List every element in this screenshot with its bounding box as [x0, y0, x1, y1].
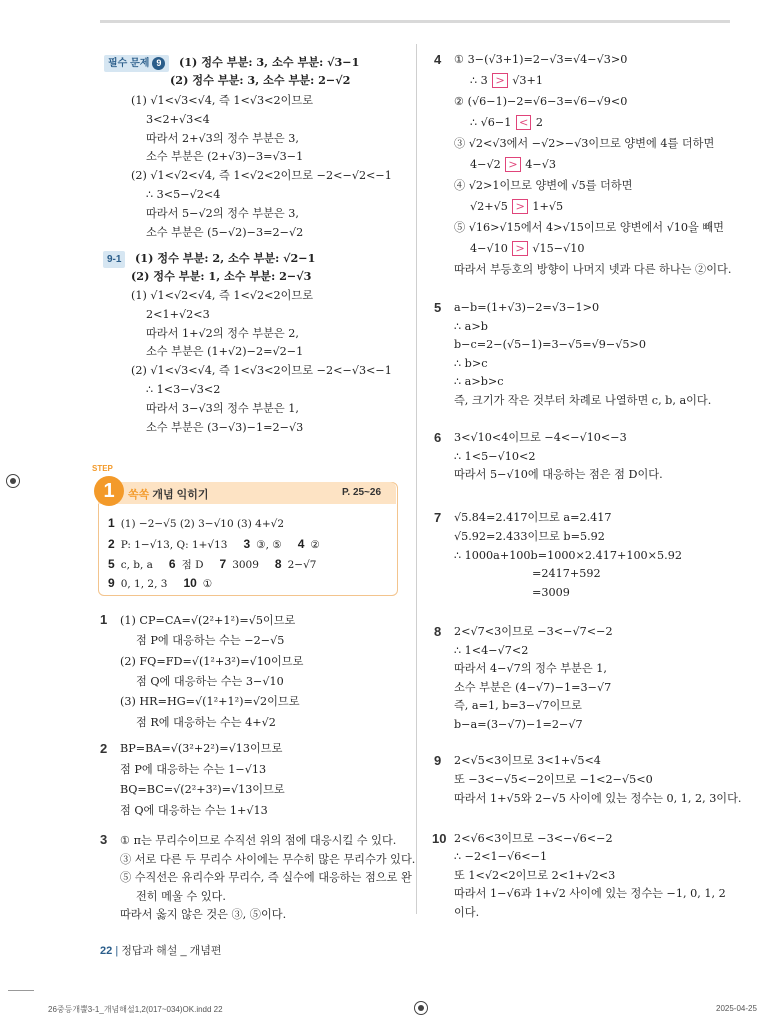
page-number: 22 [100, 945, 113, 957]
top-rule [100, 20, 730, 23]
section-title: 정답과 해설 _ 개념편 [121, 945, 222, 957]
solution-line: 또 1<√2<2이므로 2<1+√2<3 [454, 868, 616, 882]
answer-key: 6 [168, 557, 176, 571]
registration-mark-left [6, 474, 20, 488]
solution-line: (2) √1<√2<√4, 즉 1<√2<2이므로 −2<−√2<−1 [131, 169, 392, 183]
solution-line: 소수 부분은 (3−√3)−1=2−√3 [146, 420, 304, 434]
problem-number: 10 [432, 831, 447, 846]
answer-key: 8 [274, 557, 282, 571]
solution-line: BP=BA=√(3²+2²)=√13이므로 [120, 742, 283, 755]
inequality-box: < [516, 115, 531, 130]
answer-value: 점 D [181, 559, 204, 571]
solution-line: ④ √2>1이므로 양변에 √5를 더하면 [454, 179, 633, 192]
problem-number: 9 [434, 753, 442, 768]
answer-key: 3 [243, 537, 251, 551]
solution-line: =3009 [532, 586, 570, 600]
solution-line: 점 R에 대응하는 수는 4+√2 [136, 715, 276, 729]
print-date: 2025-04-25 [716, 1004, 757, 1013]
solution-line: 2<√7<3이므로 −3<−√7<−2 [454, 625, 613, 638]
problem-number: 3 [100, 832, 108, 847]
solution-line: √2+√5 > 1+√5 [470, 200, 564, 213]
answer-value: ② [310, 539, 320, 551]
problem-number: 6 [434, 430, 442, 445]
step-number: 1 [94, 476, 124, 506]
solution-line: ① π는 무리수이므로 수직선 위의 점에 대응시킬 수 있다. [120, 834, 397, 847]
solution-line: 전히 메울 수 있다. [136, 889, 226, 903]
answer-key: 2 [108, 537, 115, 551]
solution-line: 이다. [454, 905, 480, 919]
solution-line: 점 Q에 대응하는 수는 3−√10 [136, 674, 284, 688]
solution-line: 점 P에 대응하는 수는 −2−√5 [136, 634, 285, 648]
solution-line: 소수 부분은 (2+√3)−3=√3−1 [146, 150, 304, 164]
file-name: 26중등개뿔3-1_개념해설1,2(017~034)OK.indd 22 [48, 1005, 223, 1014]
solution-line: 따라서 부등호의 방향이 나머지 넷과 다른 하나는 ②이다. [454, 263, 732, 276]
inequality-box: > [512, 241, 527, 256]
answer-row [108, 537, 336, 551]
p91-header: 9-1 (1) 정수 부분: 2, 소수 부분: √2−1 [103, 251, 315, 268]
solution-line: 따라서 5−√2의 정수 부분은 3, [146, 206, 299, 220]
solution-line: 점 Q에 대응하는 수는 1+√13 [120, 803, 268, 817]
solution-line: (2) √1<√3<√4, 즉 1<√3<2이므로 −2<−√3<−1 [131, 364, 392, 378]
solution-line: ③ √2<√3에서 −√2>−√3이므로 양변에 4를 더하면 [454, 137, 715, 150]
problem-number: 5 [434, 300, 442, 315]
step-title: 쏙쏙 개념 익히기 [128, 489, 209, 501]
answer-key: 4 [297, 537, 305, 551]
answer-value: P: 1−√13, Q: 1+√13 [120, 539, 228, 551]
solution-line: 2<1+√2<3 [146, 307, 210, 321]
solution-line: 또 −3<−√5<−2이므로 −1<2−√5<0 [454, 772, 653, 786]
solution-line: ① 3−(√3+1)=2−√3=√4−√3>0 [454, 53, 628, 66]
solution-line: ∴ a>b [454, 319, 488, 333]
solution-line: 따라서 1+√5와 2−√5 사이에 있는 정수는 0, 1, 2, 3이다. [454, 791, 742, 805]
solution-line: a−b=(1+√3)−2=√3−1>0 [454, 301, 600, 314]
inequality-box: > [505, 157, 520, 172]
essential-badge: 필수 문제 9 [104, 55, 169, 72]
solution-line: 따라서 2+√3의 정수 부분은 3, [146, 131, 299, 145]
solution-line: BQ=BC=√(2²+3²)=√13이므로 [120, 783, 285, 796]
solution-line: ∴ √6−1 < 2 [470, 116, 544, 129]
answer-row [108, 516, 300, 530]
solution-line: ∴ 1<5−√10<2 [454, 449, 536, 463]
p9-header-line2: (2) 정수 부분: 3, 소수 부분: 2−√2 [170, 73, 351, 87]
solution-line: 따라서 4−√7의 정수 부분은 1, [454, 662, 607, 676]
answer-value: ③, ⑤ [256, 539, 282, 551]
answer-value: 3009 [232, 559, 259, 571]
solution-line: ∴ b>c [454, 356, 488, 370]
solution-line: 점 P에 대응하는 수는 1−√13 [120, 762, 267, 776]
solution-line: ∴ 3 > √3+1 [470, 74, 544, 87]
solution-line: 따라서 옳지 않은 것은 ③, ⑤이다. [120, 908, 287, 921]
solution-line: ∴ 1<3−√3<2 [146, 383, 221, 396]
step-label: STEP [92, 464, 113, 473]
solution-line: 소수 부분은 (5−√2)−3=2−√2 [146, 225, 304, 239]
solution-line: 2<√5<3이므로 3<1+√5<4 [454, 754, 601, 767]
p9-header: 필수 문제 9 (1) 정수 부분: 3, 소수 부분: √3−1 [104, 55, 359, 72]
solution-line: 4−√10 > √15−√10 [470, 242, 585, 255]
solution-line: (1) CP=CA=√(2²+1²)=√5이므로 [120, 614, 296, 627]
solution-line: (1) √1<√3<√4, 즉 1<√3<2이므로 [131, 94, 314, 107]
solution-line: ∴ 1<4−√7<2 [454, 643, 529, 657]
solution-line: (1) √1<√2<√4, 즉 1<√2<2이므로 [131, 289, 314, 302]
problem-number: 2 [100, 741, 108, 756]
answer-row [108, 557, 332, 572]
solution-line: 즉, 크기가 작은 것부터 차례로 나열하면 c, b, a이다. [454, 394, 712, 407]
registration-mark-bottom [414, 1001, 428, 1015]
solution-line: 따라서 1−√6과 1+√2 사이에 있는 정수는 −1, 0, 1, 2 [454, 887, 726, 901]
solution-line: 4−√2 > 4−√3 [470, 158, 556, 171]
solution-line: ∴ −2<1−√6<−1 [454, 850, 548, 864]
solution-line: 따라서 3−√3의 정수 부분은 1, [146, 401, 299, 415]
solution-line: 3<√10<4이므로 −4<−√10<−3 [454, 431, 627, 444]
solution-line: ③ 서로 다른 두 무리수 사이에는 무수히 많은 무리수가 있다. [120, 852, 416, 866]
solution-line: √5.92=2.433이므로 b=5.92 [454, 529, 605, 543]
answer-key: 9 [108, 576, 115, 590]
problem-number: 4 [434, 52, 442, 67]
answer-row [108, 576, 228, 590]
solution-line: (3) HR=HG=√(1²+1²)=√2이므로 [120, 695, 300, 709]
solution-line: ② (√6−1)−2=√6−3=√6−√9<0 [454, 95, 628, 108]
solution-line: b−c=2−(√5−1)=3−√5=√9−√5>0 [454, 338, 646, 352]
solution-line: 소수 부분은 (1+√2)−2=√2−1 [146, 345, 304, 359]
answer-key: 10 [183, 576, 197, 590]
inequality-box: > [492, 73, 507, 88]
inequality-box: > [512, 199, 527, 214]
solution-line: 따라서 1+√2의 정수 부분은 2, [146, 326, 299, 340]
solution-line: 따라서 5−√10에 대응하는 점은 점 D이다. [454, 468, 663, 482]
answer-value: ① [202, 578, 213, 590]
problem-number: 7 [434, 510, 442, 525]
answer-value: 0, 1, 2, 3 [120, 578, 168, 590]
problem-number: 8 [434, 624, 442, 639]
answer-value: 2−√7 [287, 559, 317, 571]
answer-key: 5 [108, 557, 115, 571]
solution-line: =2417+592 [532, 567, 601, 581]
solution-line: ⑤ √16>√15에서 4>√15이므로 양변에서 √10을 빼면 [454, 221, 724, 234]
solution-line: √5.84=2.417이므로 a=2.417 [454, 511, 612, 524]
column-divider [416, 44, 417, 914]
crop-mark [8, 990, 34, 991]
answer-key: 7 [219, 557, 227, 571]
solution-line: (2) FQ=FD=√(1²+3²)=√10이므로 [120, 654, 304, 668]
problem-number: 1 [100, 612, 108, 627]
solution-line: 2<√6<3이므로 −3<−√6<−2 [454, 832, 613, 845]
answer-value: (1) −2−√5 (2) 3−√10 (3) 4+√2 [120, 518, 285, 530]
solution-line: 즉, a=1, b=3−√7이므로 [454, 699, 582, 713]
page-footer: 22 | 정답과 해설 _ 개념편 [100, 945, 222, 957]
p91-header-line2: (2) 정수 부분: 1, 소수 부분: 2−√3 [131, 269, 312, 283]
solution-line: b−a=(3−√7)−1=2−√7 [454, 718, 583, 731]
solution-line: ∴ 1000a+100b=1000×2.417+100×5.92 [454, 548, 682, 562]
solution-line: ⑤ 수직선은 유리수와 무리수, 즉 실수에 대응하는 점으로 완 [120, 871, 412, 884]
p91-badge: 9-1 [103, 251, 125, 268]
solution-line: ∴ a>b>c [454, 375, 504, 389]
solution-line: 3<2+√3<4 [146, 112, 210, 126]
answer-value: c, b, a [120, 559, 153, 571]
solution-line: 소수 부분은 (4−√7)−1=3−√7 [454, 680, 612, 694]
answer-key: 1 [108, 516, 115, 530]
solution-line: ∴ 3<5−√2<4 [146, 188, 221, 201]
step-pages: P. 25~26 [342, 487, 382, 498]
